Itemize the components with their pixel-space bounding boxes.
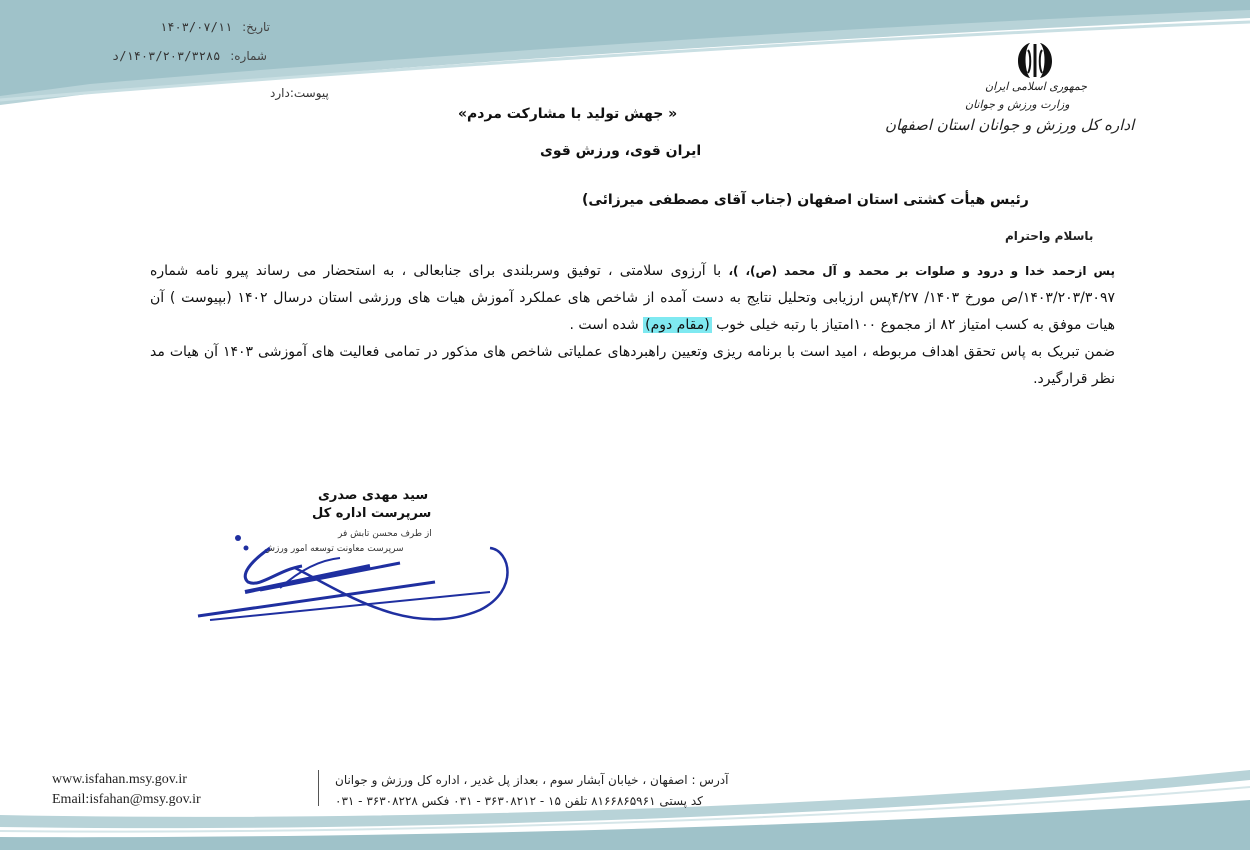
footer-email[interactable]: Email:isfahan@msy.gov.ir (52, 792, 201, 807)
date-line (160, 20, 270, 34)
intro-text: با آرزوی سلامتی ، توفیق وسربلندی برای جنابعالی ، به استحضار می رساند پیرو نامه شماره ۱۴۰۳/۲۰۳/۳۰۹۷/ص مورخ ۱۴۰۳/ ۴/۲۷پس ارزیابی وتحلیل نتایج به دست آمده از شاخص های عملکرد آموزش هیات های ورزشی استان درسال ۱۴۰۲ (بپیوست ) آن هیات موفق به کسب امتیاز ۸۲ از مجموع ۱۰۰امتیاز با رتبه خیلی خوب (150, 263, 1115, 333)
number-value: ۱۴۰۳/۲۰۳/۳۲۸۵/د (112, 49, 221, 63)
paragraph-1 (150, 258, 1115, 339)
date-value: ۱۴۰۳/۰۷/۱۱ (160, 20, 233, 34)
footer-address: آدرس : اصفهان ، خیابان آبشار سوم ، بعداز پل غدیر ، اداره کل ورزش و جوانان (335, 773, 729, 787)
org-ministry: وزارت ورزش و جوانان (965, 98, 1070, 111)
intro-bold: پس ازحمد خدا و درود و صلوات بر محمد و آل محمد (ص)، )، (728, 264, 1115, 278)
number-label: شماره: (230, 49, 267, 63)
footer-divider (318, 770, 319, 806)
signer-name: سید مهدی صدری (318, 488, 429, 503)
signer-title: سرپرست اداره کل (312, 506, 432, 521)
date-label: تاریخ: (242, 20, 270, 34)
slogan-line-2: ایران قوی، ورزش قوی (540, 143, 702, 159)
iran-emblem-icon (1010, 40, 1060, 82)
signature-note-1: از طرف محسن تابش فر (338, 529, 432, 539)
greeting: باسلام واحترام (1005, 229, 1094, 243)
paragraph-2: ضمن تبریک به پاس تحقق اهداف مربوطه ، امید است با برنامه ریزی وتعیین راهبردهای عملیاتی شاخص های مذکور در تمامی فعالیت های آموزشی ۱۴۰۳ آن هیات مد نظر قرارگیرد. (150, 344, 1116, 387)
rank-highlight: (مقام دوم) (645, 317, 710, 333)
org-department: اداره کل ورزش و جوانان استان اصفهان (885, 116, 1135, 134)
attachment-line: پیوست:دارد (270, 86, 329, 100)
footer-website[interactable]: www.isfahan.msy.gov.ir (52, 772, 187, 787)
footer-contact: کد پستی ۸۱۶۶۸۶۵۹۶۱ تلفن ۱۵ - ۳۶۳۰۸۲۱۲ - ۰۳۱ فکس ۳۶۳۰۸۲۲۸ - ۰۳۱ (335, 794, 703, 808)
slogan-line-1: « جهش تولید با مشارکت مردم» (458, 106, 678, 122)
org-country: جمهوری اسلامی ایران (985, 80, 1088, 93)
signature-note-2: سرپرست معاونت توسعه امور ورزش (264, 544, 404, 554)
letter-body (150, 258, 1115, 393)
handwritten-signature (190, 530, 530, 630)
number-line (112, 49, 267, 63)
recipient: رئیس هیأت کشتی استان اصفهان (جناب آقای مصطفی میرزائی) (582, 192, 1029, 208)
after-highlight: شده است . (569, 317, 644, 333)
